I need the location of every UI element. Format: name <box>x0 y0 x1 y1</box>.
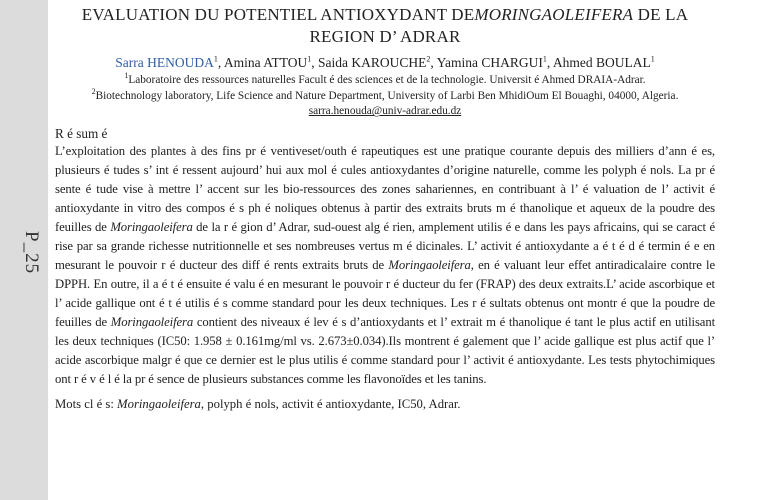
author-affil-sup: 1 <box>307 54 312 64</box>
author-affil-sup: 2 <box>426 54 431 64</box>
abstract-text: , en é valuant leur effet antiradicalaire contre le DPPH. En outre, il a é t é ensuite é valu é en mesurant le pouvoir r é ducteur du fer (FRAP) des deux extraits.L’ acide ascorbique et l’ acide gallique ont é t é utilis é s comme standard pour les deux techniques. Les r é sultats obtenus ont montr é que la poudre de feuilles de <box>55 258 715 329</box>
abstract-text: de la r é gion d’ Adrar, sud-ouest alg é rien, amplement utilis é e dans les pays africains, qui se caract é rise par sa grande richesse nutritionnelle et ses nombreuses vertus m é dicinales. L’ activit é antioxydante a é t é d é termin é e en mesurant le pouvoir r é ducteur des diff é rents extraits bruts de <box>55 220 715 273</box>
affil-text: Biotechnology laboratory, Life Science and Nature Department, University of Larbi Ben MhidiOum El Bouaghi, 04000, Algeria. <box>95 90 679 103</box>
author-affil-sup: 1 <box>650 54 655 64</box>
title-species: MORINGAOLEIFERA <box>474 5 634 24</box>
species-name: Moringaoleifera <box>110 314 194 329</box>
affil-sup: 1 <box>124 71 129 81</box>
affiliation-2 <box>55 89 715 104</box>
abstract-text: L’exploitation des plantes à des fins pr é ventiveset/outh é rapeutiques est une pratique courante depuis des milliers d’ann é es, plusieurs é tudes s’ int é ressent aujourd’ hui aux mol é cules antioxydantes d’origine naturelle, comme les polyph é nols. La pr é sente é tude vise à mettre l’ accent sur les bio-ressources des zones sahariennes, en contribuant à l’ é valuation de l’ activit é antioxydante in vitro des compos é s ph é noliques obtenus à partir des extraits bruts m é thanolique et aqueux de la poudre des feuilles de <box>55 144 715 235</box>
author-name: Saida KAROUCHE <box>317 55 427 70</box>
species-name: Moringaoleifera <box>110 220 193 235</box>
paper-page <box>55 4 715 413</box>
species-name: Moringaoleifera <box>388 258 471 273</box>
affil-sup: 2 <box>91 87 96 97</box>
paper-title <box>55 4 715 48</box>
author-name: Yamina CHARGUI <box>436 55 543 70</box>
title-prefix: EVALUATION DU POTENTIEL ANTIOXYDANT DE <box>81 5 475 24</box>
abstract-heading: R é sum é <box>55 126 108 142</box>
author-list: Sarra HENOUDA$^1$, Amina ATTOU$^1$, Saida KAROUCHE$^2$, Yamina CHARGUI$^1$, Ahmed BOULAL$^1$ <box>115 54 655 70</box>
title-line-1 <box>55 4 715 26</box>
author-name: Ahmed BOULAL <box>552 55 651 70</box>
keywords <box>55 395 715 413</box>
title-suffix: DE LA <box>633 5 689 24</box>
author-affil-sup: 1 <box>213 54 218 64</box>
author-name: Amina ATTOU <box>223 55 308 70</box>
page-label: P_25 <box>21 231 42 275</box>
author-affil-sup: 1 <box>542 54 547 64</box>
abstract-body <box>55 142 715 388</box>
keywords-label: Mots cl é s: <box>55 396 114 411</box>
author-name: Sarra HENOUDA <box>115 55 214 70</box>
keyword-species: Moringaoleifera <box>117 396 201 411</box>
author-email-link[interactable]: sarra.henouda@univ-adrar.edu.dz <box>308 105 462 118</box>
abstract-text: contient des niveaux é lev é s d’antioxydants et l’ extrait m é thanolique é tant le plus actif en utilisant les deux techniques (IC50: 1.958 ± 0.161mg/ml vs. 2.673±0.034).Ils montrent é galement que l’ acide gallique est plus actif que l’ acide ascorbique malgr é que ce dernier est le plus utilis é comme standard pour l’ activit é antioxydante. Les tests phytochimiques ont r é v é l é la pr é sence de plusieurs substances comme les flavonoïdes et les tanins. <box>55 314 715 386</box>
keywords-list: , polyph é nols, activit é antioxydante, IC50, Adrar. <box>200 396 461 411</box>
affil-text: Laboratoire des ressources naturelles Facult é des sciences et de la technologie. Universit é Ahmed DRAIA-Adrar. <box>128 74 646 86</box>
title-line-2: REGION D’ ADRAR <box>309 27 461 46</box>
affiliation-1 <box>55 73 715 88</box>
page-sidebar <box>0 0 48 500</box>
